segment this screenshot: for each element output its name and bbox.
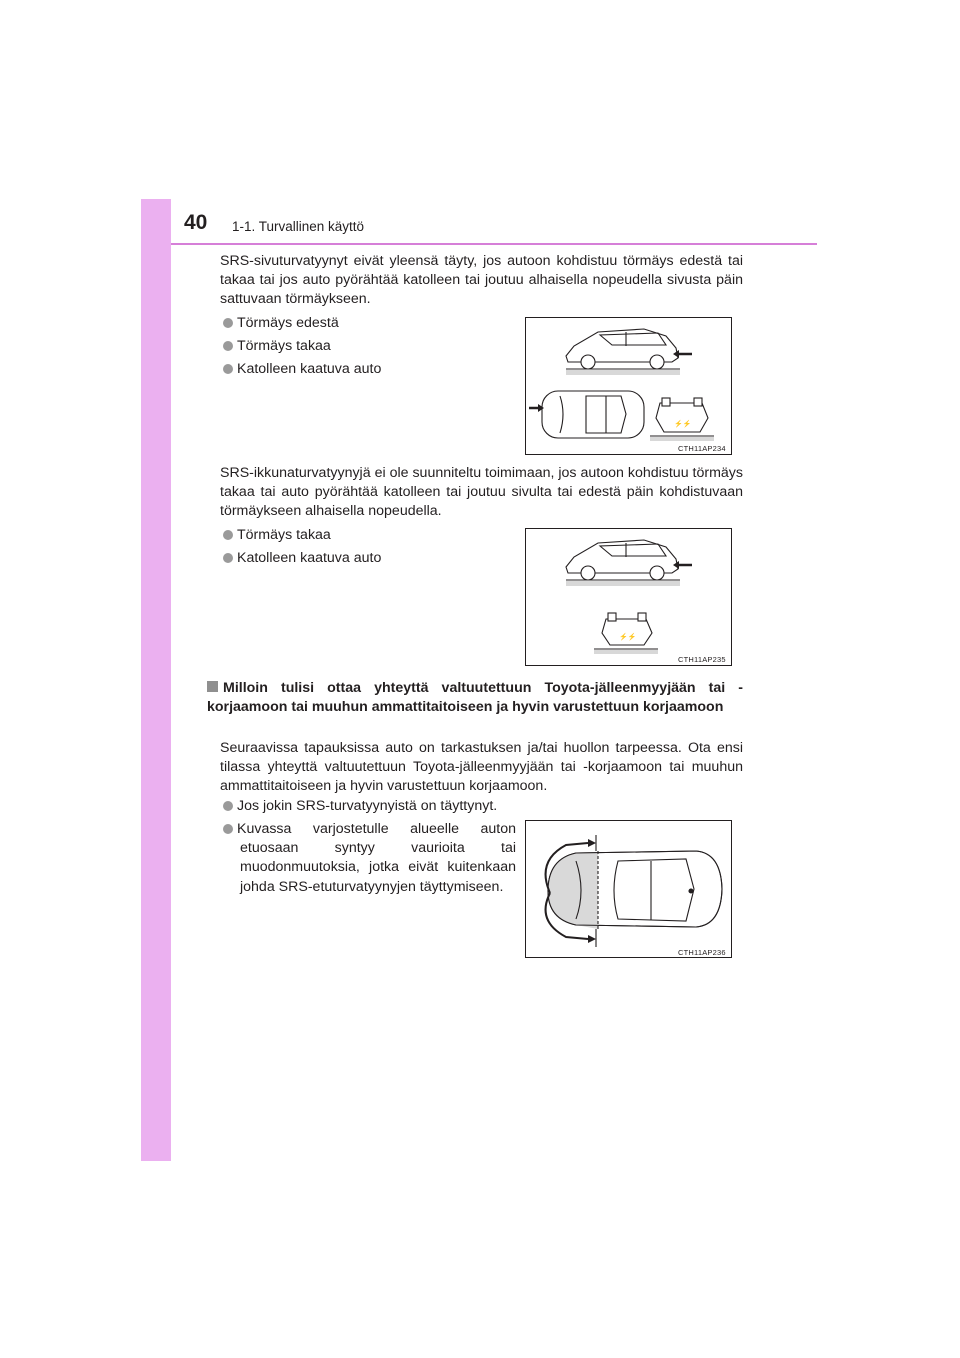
figure-code: CTH11AP236 xyxy=(678,948,726,957)
list-item-label: Jos jokin SRS-turvatyynyistä on täyttynyt. xyxy=(237,798,498,814)
heading-square-icon xyxy=(207,681,218,692)
overturned-car-icon xyxy=(650,398,714,441)
figure-code: CTH11AP234 xyxy=(678,444,726,453)
figure-collision-types-2 xyxy=(525,528,732,666)
paragraph-inspection: Seuraavissa tapauksissa auto on tarkastuksen ja/tai huollon tarpeessa. Ota ensi tilassa yhteyttä valtuutettuun Toyota-jälleenmyyjään tai -korjaamoon tai muuhun ammattitaitoiseen ja hyvin varustettuun korjaamoon. xyxy=(220,740,743,795)
page-header xyxy=(141,199,817,247)
list-item xyxy=(223,337,331,356)
figure-front-damage-area xyxy=(525,820,732,958)
list-item-label: Törmäys takaa xyxy=(237,338,331,354)
bullet-icon xyxy=(223,318,233,328)
side-color-strip xyxy=(141,199,171,1161)
list-item-label: Katolleen kaatuva auto xyxy=(237,361,382,377)
list-item-label: Katolleen kaatuva auto xyxy=(237,550,382,566)
list-item-label: Törmäys takaa xyxy=(237,527,331,543)
car-top-view-icon xyxy=(546,835,722,947)
svg-text:⚡⚡: ⚡⚡ xyxy=(674,421,692,428)
figure-code: CTH11AP235 xyxy=(678,655,726,664)
figure-collision-types-1 xyxy=(525,317,732,455)
overturned-car-icon xyxy=(594,613,658,654)
svg-text:⚡⚡: ⚡⚡ xyxy=(619,634,637,641)
list-item-label: Kuvassa varjostetulle alueelle auton etuosaan syntyy vaurioita tai muodonmuutoksia, jotka eivät kuitenkaan johda SRS-etuturvatyynyjen täyttymiseen. xyxy=(237,821,516,895)
bullet-icon xyxy=(223,341,233,351)
section-title: 1-1. Turvallinen käyttö xyxy=(232,219,365,234)
car-side-view-icon xyxy=(566,540,680,586)
page-number: 40 xyxy=(184,211,208,234)
collision-illustration-2 xyxy=(526,529,731,665)
section-heading-text: Milloin tulisi ottaa yhteyttä valtuutettuun Toyota-jälleenmyyjään tai -korjaamoon tai muuhun ammattitaitoiseen ja hyvin varustettuun korjaamoon xyxy=(207,680,743,716)
car-side-view-icon xyxy=(566,329,680,375)
bullet-icon xyxy=(223,801,233,811)
list-item xyxy=(223,820,516,897)
bullet-icon xyxy=(223,553,233,563)
car-top-view-icon xyxy=(542,391,644,438)
bullet-icon xyxy=(223,530,233,540)
bullet-icon xyxy=(223,364,233,374)
bullet-icon xyxy=(223,824,233,834)
list-item xyxy=(223,549,381,568)
list-item xyxy=(223,360,381,379)
list-item xyxy=(223,526,331,545)
header-rule xyxy=(171,243,817,245)
section-heading xyxy=(207,679,743,717)
paragraph-side-airbags: SRS-sivuturvatyynyt eivät yleensä täyty, jos autoon kohdistuu törmäys edestä tai takaa tai jos auto pyörähtää katolleen tai joutuu alhaisella nopeudella sivusta päin sattuvaan törmäykseen. xyxy=(220,253,743,308)
collision-illustration-1 xyxy=(526,318,731,454)
paragraph-curtain-airbags: SRS-ikkunaturvatyynyjä ei ole suunniteltu toimimaan, jos autoon kohdistuu törmäys takaa tai auto pyörähtää katolleen tai joutuu sivulta tai edestä päin kohdistuvaan törmäykseen alhaisella nopeudella. xyxy=(220,465,743,520)
front-damage-illustration xyxy=(526,821,731,957)
list-item xyxy=(223,314,339,333)
list-item xyxy=(223,797,497,816)
list-item-label: Törmäys edestä xyxy=(237,315,339,331)
